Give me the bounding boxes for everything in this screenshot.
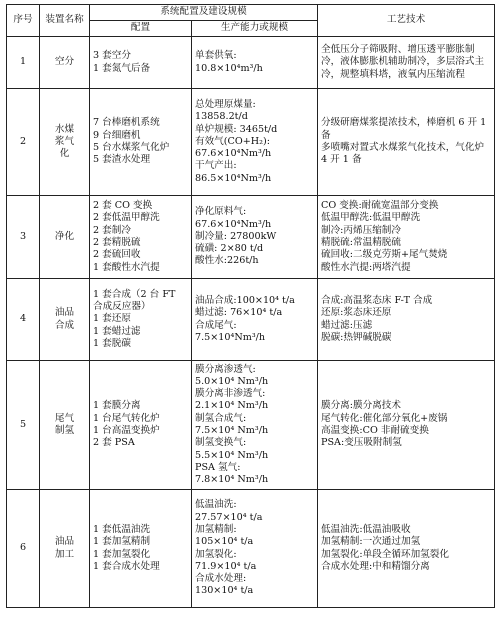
config-cell-line: 1 套膜分离 — [93, 400, 141, 412]
config-cell — [90, 490, 192, 608]
capacity-cell-line: 105×10⁴ t/a — [195, 536, 254, 548]
header-tech: 工艺技术 — [318, 5, 495, 37]
row-number: 6 — [7, 490, 40, 608]
tech-cell-line: 分级研磨煤浆提浓技术，棒磨机 6 开 1 备 — [321, 117, 487, 141]
tech-cell — [318, 37, 495, 89]
row-number: 4 — [7, 279, 40, 361]
capacity-cell-line: 合成水处理: — [195, 573, 247, 585]
config-cell-line: 1 台高温变换炉 — [93, 425, 160, 436]
capacity-cell-line: 制氢变换气: — [195, 437, 247, 449]
config-cell — [90, 37, 192, 89]
tech-cell-line: 全低压分子筛吸附、增压透平膨胀制冷，液体膨胀机辅助制冷，多层浴式主冷，规整填料塔，液氧内压缩流程 — [321, 44, 485, 80]
config-cell-line: 5 套渣水处理 — [93, 154, 151, 166]
capacity-cell-line: 86.5×10⁴Nm³/h — [195, 172, 272, 184]
capacity-cell-line: 油品合成:100×10⁴ t/a — [195, 294, 295, 306]
capacity-cell-line: PSA 氢气: — [195, 461, 241, 473]
unit-name-line: 净化 — [54, 230, 75, 242]
row-number: 1 — [7, 37, 40, 89]
unit-name-line: 浆气 — [54, 135, 75, 147]
table-row — [7, 37, 495, 89]
capacity-cell-line: 67.6×10⁴Nm³/h — [195, 218, 272, 230]
config-cell-line: 1 套加氢精制 — [93, 536, 151, 548]
tech-cell — [318, 196, 495, 279]
config-cell-line: 1 套加氢裂化 — [93, 548, 151, 560]
tech-cell-line: 尾气转化:催化部分氧化+废锅 — [321, 412, 448, 424]
header-capacity: 生产能力或规模 — [192, 21, 318, 37]
tech-cell-line: 加氢精制:一次通过加氢 — [321, 536, 421, 548]
config-cell-line: 1 套脱碳 — [93, 337, 131, 349]
row-number: 3 — [7, 196, 40, 279]
process-spec-table — [6, 4, 495, 608]
table-row — [7, 89, 495, 196]
capacity-cell-line: 5.0×10⁴ Nm³/h — [195, 375, 269, 387]
config-cell — [90, 89, 192, 196]
capacity-cell-line: 加氢精制: — [195, 523, 237, 535]
tech-cell-line: 蜡过滤:压滤 — [321, 319, 373, 331]
table-body — [7, 37, 495, 608]
config-cell-line: 2 套 PSA — [93, 437, 135, 449]
table-row — [7, 279, 495, 361]
config-cell-line: 1 套还原 — [93, 313, 131, 325]
unit-name — [40, 490, 90, 608]
tech-cell — [318, 361, 495, 490]
table-row — [7, 361, 495, 490]
capacity-cell-line: 13858.2t/d — [195, 111, 248, 123]
config-cell-line: 2 套低温甲醇洗 — [93, 212, 160, 224]
capacity-cell-line: 10.8×10⁴m³/h — [195, 62, 263, 74]
unit-name — [40, 279, 90, 361]
capacity-cell-line: 制氢合成气: — [195, 412, 247, 424]
capacity-cell-line: 27.57×10⁴ t/a — [195, 511, 263, 523]
capacity-cell-line: 酸性水:226t/h — [195, 255, 259, 267]
capacity-cell-line: 合成尾气: — [195, 319, 237, 331]
capacity-cell-line: 净化原料气: — [195, 206, 247, 218]
unit-name — [40, 37, 90, 89]
capacity-cell-line: 膜分离渗透气: — [195, 363, 256, 375]
capacity-cell-line: 硫磺: 2×80 t/d — [195, 243, 264, 255]
header-no: 序号 — [7, 5, 40, 37]
header-config: 配置 — [90, 21, 192, 37]
config-cell-line: 1 套酸性水汽提 — [93, 261, 160, 273]
capacity-cell-line: 7.5×10⁴ Nm³/h — [195, 425, 269, 436]
header-group: 系统配置及建设规模 — [90, 5, 318, 21]
tech-cell-line: PSA:变压吸附制氢 — [321, 437, 402, 449]
capacity-cell-line: 单套供氧: — [195, 50, 237, 62]
capacity-cell — [192, 37, 318, 89]
tech-cell — [318, 279, 495, 361]
config-cell-line: 3 套空分 — [93, 50, 131, 62]
tech-cell — [318, 89, 495, 196]
config-cell-line: 合成反应器） — [93, 301, 151, 313]
config-cell-line: 7 台棒磨机系统 — [93, 117, 160, 129]
config-cell — [90, 361, 192, 490]
config-cell-line: 2 套 CO 变换 — [93, 200, 153, 212]
tech-cell — [318, 490, 495, 608]
config-cell-line: 5 台水煤浆气化炉 — [93, 142, 170, 153]
tech-cell-line: 还原:浆态床还原 — [321, 307, 392, 319]
tech-cell-line: 精脱硫:常温精脱硫 — [321, 237, 401, 248]
tech-cell-line: 加氢裂化:单段全循环加氢裂化 — [321, 548, 449, 560]
row-number: 2 — [7, 89, 40, 196]
config-cell-line: 1 套低温油洗 — [93, 523, 151, 535]
table-row — [7, 196, 495, 279]
tech-cell-line: 制冷:丙烯压缩制冷 — [321, 224, 401, 236]
capacity-cell — [192, 490, 318, 608]
unit-name-line: 空分 — [54, 56, 75, 68]
config-cell-line: 1 套合成水处理 — [93, 560, 160, 572]
tech-cell-line: CO 变换:耐硫宽温部分变换 — [321, 200, 439, 212]
config-cell-line: 1 套蜡过滤 — [93, 325, 141, 337]
capacity-cell-line: 总处理原煤量: — [195, 98, 256, 110]
capacity-cell-line: 膜分离非渗透气: — [195, 388, 266, 400]
tech-cell-line: 高温变换:CO 非耐硫变换 — [321, 425, 429, 436]
config-cell-line: 1 套氮气后备 — [93, 62, 151, 74]
capacity-cell — [192, 89, 318, 196]
tech-cell-line: 硫回收:二级克劳斯+尾气焚烧 — [321, 249, 448, 261]
capacity-cell-line: 71.9×10⁴ t/a — [195, 560, 257, 572]
capacity-cell-line: 7.5×10⁴Nm³/h — [195, 331, 266, 343]
capacity-cell — [192, 361, 318, 490]
capacity-cell — [192, 279, 318, 361]
capacity-cell-line: 单炉规模: 3465t/d — [195, 123, 278, 135]
tech-cell-line: 酸性水汽提:两塔汽提 — [321, 261, 411, 273]
config-cell-line: 9 台细磨机 — [93, 129, 141, 141]
unit-name-line: 油品 — [54, 307, 75, 319]
capacity-cell-line: 蜡过滤: 76×10⁴ t/a — [195, 307, 283, 319]
capacity-cell-line: 干气产出: — [195, 160, 237, 172]
capacity-cell-line: 低温油洗: — [195, 499, 237, 511]
unit-name-line: 合成 — [54, 319, 75, 331]
capacity-cell-line: 制冷量: 27800kW — [195, 230, 277, 242]
capacity-cell-line: 有效气(CO+H₂): — [195, 135, 270, 147]
config-cell-line: 2 套精脱硫 — [93, 237, 141, 248]
unit-name-line: 油品 — [54, 536, 75, 548]
tech-cell-line: 合成水处理:中和精馏分离 — [321, 560, 430, 572]
header-row-1 — [7, 5, 495, 21]
capacity-cell-line: 2.1×10⁴ Nm³/h — [195, 400, 269, 412]
config-cell-line: 1 套合成（2 台 FT — [93, 288, 176, 300]
capacity-cell-line: 7.8×10⁴ Nm³/h — [195, 474, 269, 486]
config-cell — [90, 279, 192, 361]
tech-cell-line: 低温甲醇洗:低温甲醇洗 — [321, 212, 421, 224]
header-name: 装置名称 — [40, 5, 90, 37]
unit-name — [40, 361, 90, 490]
table-row — [7, 490, 495, 608]
unit-name-line: 水煤 — [54, 123, 75, 135]
capacity-cell-line: 67.6×10⁴Nm³/h — [195, 148, 272, 160]
unit-name — [40, 89, 90, 196]
capacity-cell — [192, 196, 318, 279]
tech-cell-line: 脱碳:热钾碱脱碳 — [321, 331, 392, 343]
capacity-cell-line: 加氢裂化: — [195, 548, 237, 560]
capacity-cell-line: 5.5×10⁴ Nm³/h — [195, 449, 269, 461]
capacity-cell-line: 130×10⁴ t/a — [195, 585, 254, 597]
unit-name-line: 加工 — [54, 548, 75, 560]
unit-name-line: 尾气 — [54, 412, 75, 424]
config-cell-line: 1 台尾气转化炉 — [93, 412, 160, 424]
row-number: 5 — [7, 361, 40, 490]
unit-name-line: 化 — [59, 148, 70, 160]
tech-cell-line: 膜分离:膜分离技术 — [321, 400, 401, 412]
config-cell — [90, 196, 192, 279]
config-cell-line: 2 套制冷 — [93, 224, 131, 236]
unit-name-line: 制氢 — [54, 425, 75, 436]
tech-cell-line: 合成:高温浆态床 F-T 合成 — [321, 294, 433, 306]
tech-cell-line: 低温油洗:低温油吸收 — [321, 523, 411, 535]
unit-name — [40, 196, 90, 279]
tech-cell-line: 多喷嘴对置式水煤浆气化技术，气化炉 4 开 1 备 — [321, 142, 485, 166]
config-cell-line: 2 套硫回收 — [93, 249, 141, 261]
